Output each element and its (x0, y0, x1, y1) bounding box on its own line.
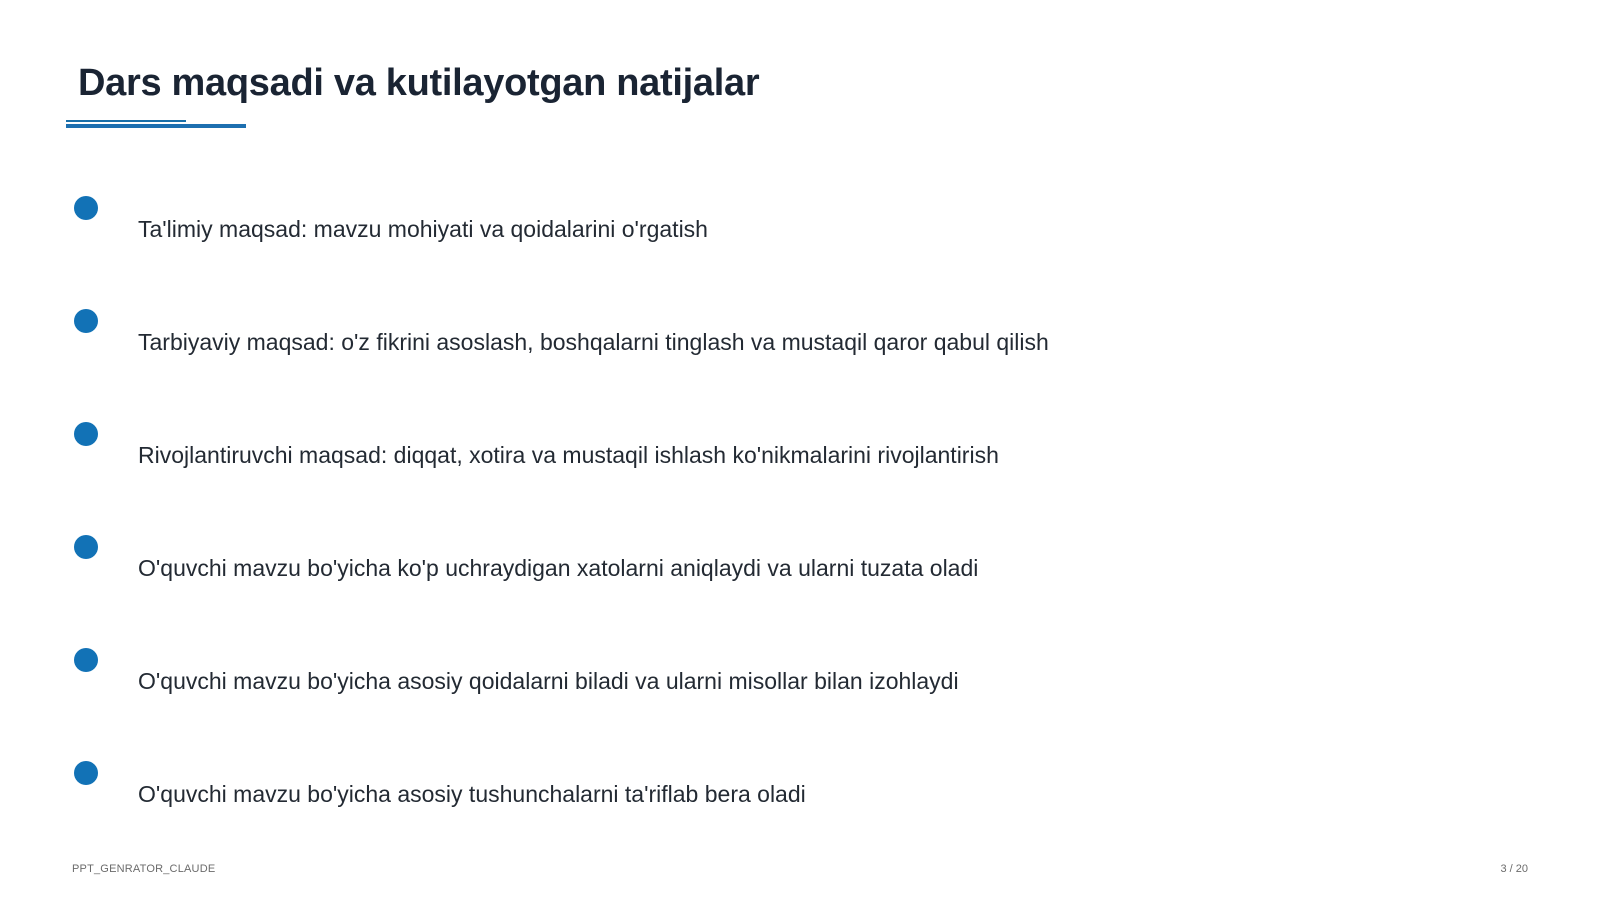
bullet-text: O'quvchi mavzu bo'yicha asosiy qoidalarni biladi va ularni misollar bilan izohlaydi (138, 668, 959, 694)
list-item (0, 422, 1600, 512)
list-item (0, 309, 1600, 399)
footer-source-label: PPT_GENRATOR_CLAUDE (72, 863, 216, 875)
list-item (0, 196, 1600, 286)
bullet-dot-icon (74, 309, 98, 333)
bullet-text: Rivojlantiruvchi maqsad: diqqat, xotira va mustaqil ishlash ko'nikmalarini rivojlantirish (138, 442, 999, 468)
slide-title: Dars maqsadi va kutilayotgan natijalar (78, 62, 760, 104)
bullet-dot-icon (74, 535, 98, 559)
bullet-dot-icon (74, 648, 98, 672)
list-item (0, 761, 1600, 851)
bullet-text: O'quvchi mavzu bo'yicha ko'p uchraydigan xatolarni aniqlaydi va ularni tuzata oladi (138, 555, 979, 581)
title-underline-thin (66, 120, 186, 122)
list-item (0, 648, 1600, 738)
bullet-dot-icon (74, 196, 98, 220)
bullet-text: O'quvchi mavzu bo'yicha asosiy tushunchalarni ta'riflab bera oladi (138, 781, 806, 807)
bullet-text: Tarbiyaviy maqsad: o'z fikrini asoslash, boshqalarni tinglash va mustaqil qaror qabul qilish (138, 329, 1049, 355)
bullet-dot-icon (74, 761, 98, 785)
page-number: 3 / 20 (1500, 863, 1528, 875)
title-underline (66, 124, 246, 128)
list-item (0, 535, 1600, 625)
bullet-dot-icon (74, 422, 98, 446)
bullet-text: Ta'limiy maqsad: mavzu mohiyati va qoidalarini o'rgatish (138, 216, 708, 242)
